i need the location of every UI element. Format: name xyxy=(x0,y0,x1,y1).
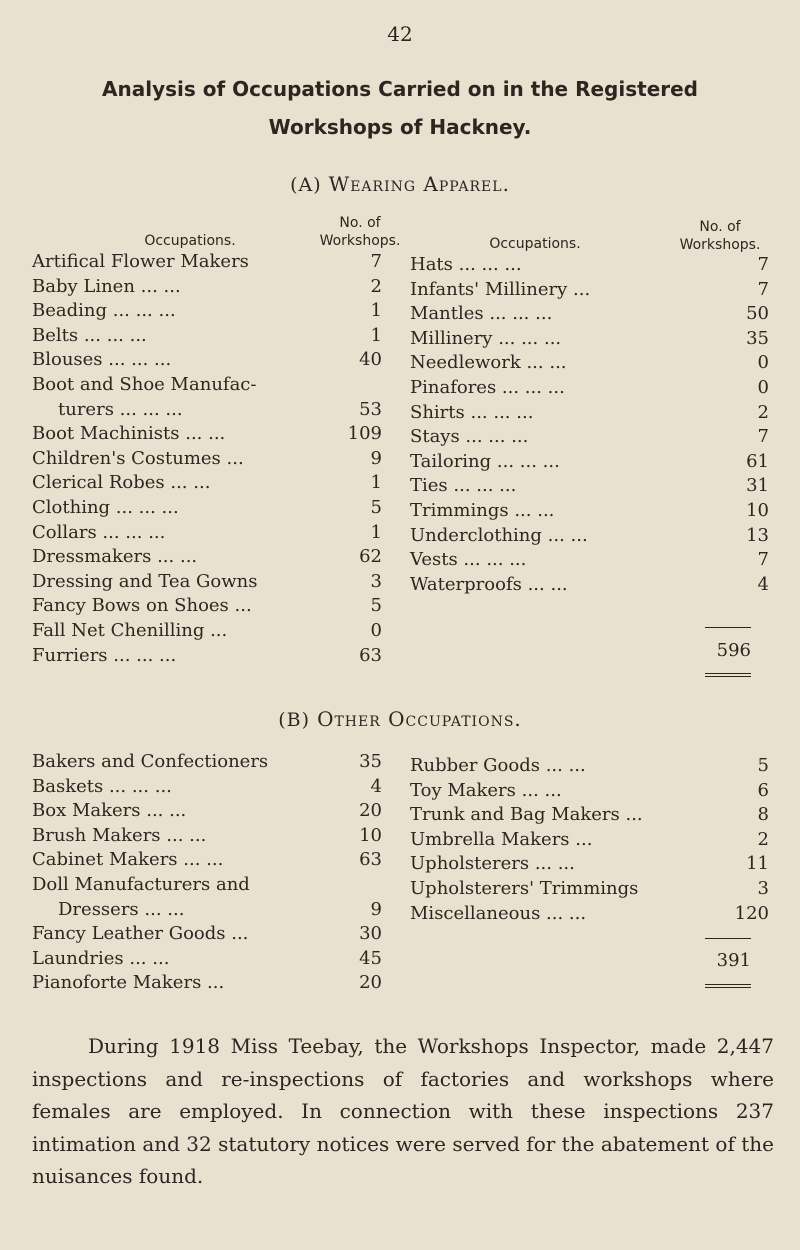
occupation-name: Trimmings ... ... xyxy=(410,499,555,521)
wearing-apparel-left-table xyxy=(32,250,382,668)
workshop-count: 13 xyxy=(746,524,769,546)
table-row xyxy=(32,250,382,275)
table-row xyxy=(410,524,769,549)
occupation-name: Clothing ... ... ... xyxy=(32,496,179,518)
table-row xyxy=(32,324,382,349)
table-row xyxy=(32,619,382,644)
workshop-count: 0 xyxy=(757,352,769,374)
workshop-count: 2 xyxy=(757,401,769,423)
occupation-name: Furriers ... ... ... xyxy=(32,644,177,666)
table-row xyxy=(410,302,769,327)
workshop-count: 35 xyxy=(359,751,382,772)
table-row xyxy=(410,351,769,376)
occupation-name: Toy Makers ... ... xyxy=(410,779,562,801)
section-a-prefix: (A) xyxy=(290,174,322,196)
col-header-noof-right: No. of xyxy=(699,219,741,235)
workshop-count: 2 xyxy=(370,275,382,297)
occupation-name: Fancy Leather Goods ... xyxy=(32,923,249,945)
occupation-name: Upholsterers ... ... xyxy=(410,853,575,875)
total-double-rule-b xyxy=(705,984,751,988)
occupation-name: Dressmakers ... ... xyxy=(32,546,198,568)
table-row xyxy=(32,750,382,775)
occupation-name: Belts ... ... ... xyxy=(32,324,147,346)
occupation-name: Underclothing ... ... xyxy=(410,524,588,546)
workshop-count: 5 xyxy=(370,496,382,518)
workshop-count: 7 xyxy=(757,426,769,448)
occupation-name: Stays ... ... ... xyxy=(410,426,529,448)
table-row xyxy=(410,828,769,853)
page-number: 42 xyxy=(387,22,413,46)
workshop-count: 0 xyxy=(757,376,769,398)
workshop-count: 63 xyxy=(359,644,382,666)
workshop-count: 45 xyxy=(359,947,382,969)
workshop-count: 4 xyxy=(757,573,769,595)
workshop-count: 109 xyxy=(347,423,382,445)
occupation-name: Blouses ... ... ... xyxy=(32,349,172,371)
workshop-count: 1 xyxy=(370,472,382,494)
col-header-workshops-right xyxy=(650,218,790,254)
workshop-count: 1 xyxy=(370,324,382,346)
table-row xyxy=(32,545,382,570)
table-row xyxy=(410,327,769,352)
section-b-name: Other Occupations. xyxy=(317,707,522,731)
occupation-name: Doll Manufacturers and xyxy=(32,873,250,895)
workshop-count: 35 xyxy=(746,327,769,349)
workshop-count: 50 xyxy=(746,303,769,325)
occupation-name: Dressing and Tea Gowns xyxy=(32,570,258,592)
section-b-prefix: (B) xyxy=(278,709,311,731)
page-title xyxy=(0,70,800,146)
workshop-count: 10 xyxy=(746,499,769,521)
table-row xyxy=(32,521,382,546)
table-row xyxy=(410,401,769,426)
occupation-name: Mantles ... ... ... xyxy=(410,303,553,325)
table-row xyxy=(32,275,382,300)
occupation-name: Beading ... ... ... xyxy=(32,300,176,322)
occupation-name: Baby Linen ... ... xyxy=(32,275,181,297)
table-row xyxy=(410,376,769,401)
workshop-count: 4 xyxy=(370,775,382,797)
title-line-2: Workshops of Hackney. xyxy=(268,115,532,139)
occupation-name: turers ... ... ... xyxy=(58,398,183,420)
total-double-rule-a xyxy=(705,673,751,677)
workshop-count: 40 xyxy=(359,349,382,371)
workshop-count: 11 xyxy=(746,853,769,875)
table-row xyxy=(32,824,382,849)
other-occupations-right-table xyxy=(410,754,769,926)
workshop-count: 8 xyxy=(757,804,769,826)
table-row xyxy=(410,803,769,828)
col-header-occupations-left: Occupations. xyxy=(144,233,236,249)
workshop-count: 5 xyxy=(757,755,769,776)
table-row xyxy=(410,425,769,450)
table-row xyxy=(32,471,382,496)
table-row xyxy=(32,848,382,873)
occupation-name: Millinery ... ... ... xyxy=(410,327,562,349)
col-header-workshops-left-label: Workshops. xyxy=(319,233,401,249)
col-header-occupations-right: Occupations. xyxy=(489,236,581,252)
table-row xyxy=(410,902,769,927)
workshop-count: 7 xyxy=(757,278,769,300)
table-row xyxy=(410,852,769,877)
table-row xyxy=(410,779,769,804)
table-row xyxy=(410,877,769,902)
section-b-heading xyxy=(0,707,800,731)
occupation-name: Dressers ... ... xyxy=(58,898,185,920)
table-row xyxy=(410,548,769,573)
table-row xyxy=(32,447,382,472)
occupation-name: Tailoring ... ... ... xyxy=(410,450,560,472)
table-row xyxy=(410,450,769,475)
occupation-name: Boot Machinists ... ... xyxy=(32,423,226,445)
total-rule-a xyxy=(705,627,751,628)
workshop-count: 30 xyxy=(359,923,382,945)
occupation-name: Baskets ... ... ... xyxy=(32,775,172,797)
occupation-name: Shirts ... ... ... xyxy=(410,401,534,423)
table-row xyxy=(32,398,382,423)
occupation-name: Boot and Shoe Manufac- xyxy=(32,373,257,395)
col-header-noof-left: No. of xyxy=(339,215,381,231)
table-row xyxy=(32,799,382,824)
occupation-name: Vests ... ... ... xyxy=(410,549,527,571)
table-row xyxy=(410,499,769,524)
workshop-count: 1 xyxy=(370,300,382,322)
workshop-count: 6 xyxy=(757,779,769,801)
occupation-name: Infants' Millinery ... xyxy=(410,278,591,300)
table-row xyxy=(32,898,382,923)
workshop-count: 53 xyxy=(359,398,382,420)
occupation-name: Clerical Robes ... ... xyxy=(32,472,211,494)
table-row xyxy=(32,922,382,947)
workshop-count: 0 xyxy=(370,619,382,641)
occupation-name: Waterproofs ... ... xyxy=(410,573,568,595)
workshop-count: 20 xyxy=(359,972,382,994)
table-row xyxy=(32,644,382,669)
table-row xyxy=(32,496,382,521)
workshop-count: 1 xyxy=(370,521,382,543)
table-row xyxy=(410,573,769,598)
workshop-count: 7 xyxy=(757,549,769,571)
occupation-name: Cabinet Makers ... ... xyxy=(32,849,224,871)
occupation-name: Pinafores ... ... ... xyxy=(410,376,565,398)
occupation-name: Umbrella Makers ... xyxy=(410,828,593,850)
table-row xyxy=(32,570,382,595)
table-row xyxy=(32,373,382,398)
table-row xyxy=(32,775,382,800)
occupation-name: Collars ... ... ... xyxy=(32,521,166,543)
table-row xyxy=(32,348,382,373)
occupation-name: Ties ... ... ... xyxy=(410,475,517,497)
workshop-count: 7 xyxy=(370,251,382,272)
occupation-name: Hats ... ... ... xyxy=(410,254,522,275)
occupation-name: Miscellaneous ... ... xyxy=(410,902,587,924)
occupation-name: Needlework ... ... xyxy=(410,352,567,374)
table-row xyxy=(32,873,382,898)
wearing-apparel-right-table xyxy=(410,253,769,597)
occupation-name: Trunk and Bag Makers ... xyxy=(410,804,643,826)
workshop-count: 31 xyxy=(746,475,769,497)
occupation-name: Bakers and Confectioners xyxy=(32,751,269,772)
workshop-count: 63 xyxy=(359,849,382,871)
occupation-name: Fancy Bows on Shoes ... xyxy=(32,595,252,617)
table-row xyxy=(32,971,382,996)
other-occupations-total: 391 xyxy=(716,950,751,971)
workshop-count: 9 xyxy=(370,898,382,920)
table-row xyxy=(410,474,769,499)
table-row xyxy=(32,299,382,324)
occupation-name: Box Makers ... ... xyxy=(32,800,187,822)
workshop-count: 3 xyxy=(757,877,769,899)
occupation-name: Children's Costumes ... xyxy=(32,447,244,469)
table-row xyxy=(410,754,769,779)
occupation-name: Artifical Flower Makers xyxy=(32,251,249,272)
workshop-count: 20 xyxy=(359,800,382,822)
occupation-name: Fall Net Chenilling ... xyxy=(32,619,228,641)
workshop-count: 9 xyxy=(370,447,382,469)
table-row xyxy=(32,594,382,619)
workshop-count: 61 xyxy=(746,450,769,472)
wearing-apparel-total: 596 xyxy=(716,640,751,661)
total-rule-b xyxy=(705,938,751,939)
inspection-paragraph xyxy=(32,1030,774,1193)
workshop-count: 7 xyxy=(757,254,769,275)
workshop-count: 2 xyxy=(757,828,769,850)
workshop-count: 3 xyxy=(370,570,382,592)
col-header-workshops-left xyxy=(300,214,420,250)
col-header-workshops-right-label: Workshops. xyxy=(679,237,761,253)
occupation-name: Rubber Goods ... ... xyxy=(410,755,586,776)
occupation-name: Laundries ... ... xyxy=(32,947,170,969)
section-a-name: Wearing Apparel. xyxy=(328,172,510,196)
table-row xyxy=(410,278,769,303)
occupation-name: Upholsterers' Trimmings xyxy=(410,877,639,899)
paragraph-text: During 1918 Miss Teebay, the Workshops Inspector, made 2,447 inspections and re-inspections of factories and workshops where females are employed. In connection with these inspections 237 intimation and 32 statutory notices were served for the abatement of the nuisances found. xyxy=(32,1034,774,1188)
table-row xyxy=(32,947,382,972)
workshop-count: 120 xyxy=(734,902,769,924)
occupation-name: Pianoforte Makers ... xyxy=(32,972,225,994)
occupation-name: Brush Makers ... ... xyxy=(32,824,207,846)
workshop-count: 10 xyxy=(359,824,382,846)
workshop-count: 5 xyxy=(370,595,382,617)
table-row xyxy=(410,253,769,278)
other-occupations-left-table xyxy=(32,750,382,996)
workshop-count: 62 xyxy=(359,546,382,568)
title-line-1: Analysis of Occupations Carried on in the Registered xyxy=(102,77,698,101)
section-a-heading xyxy=(0,172,800,196)
table-row xyxy=(32,422,382,447)
